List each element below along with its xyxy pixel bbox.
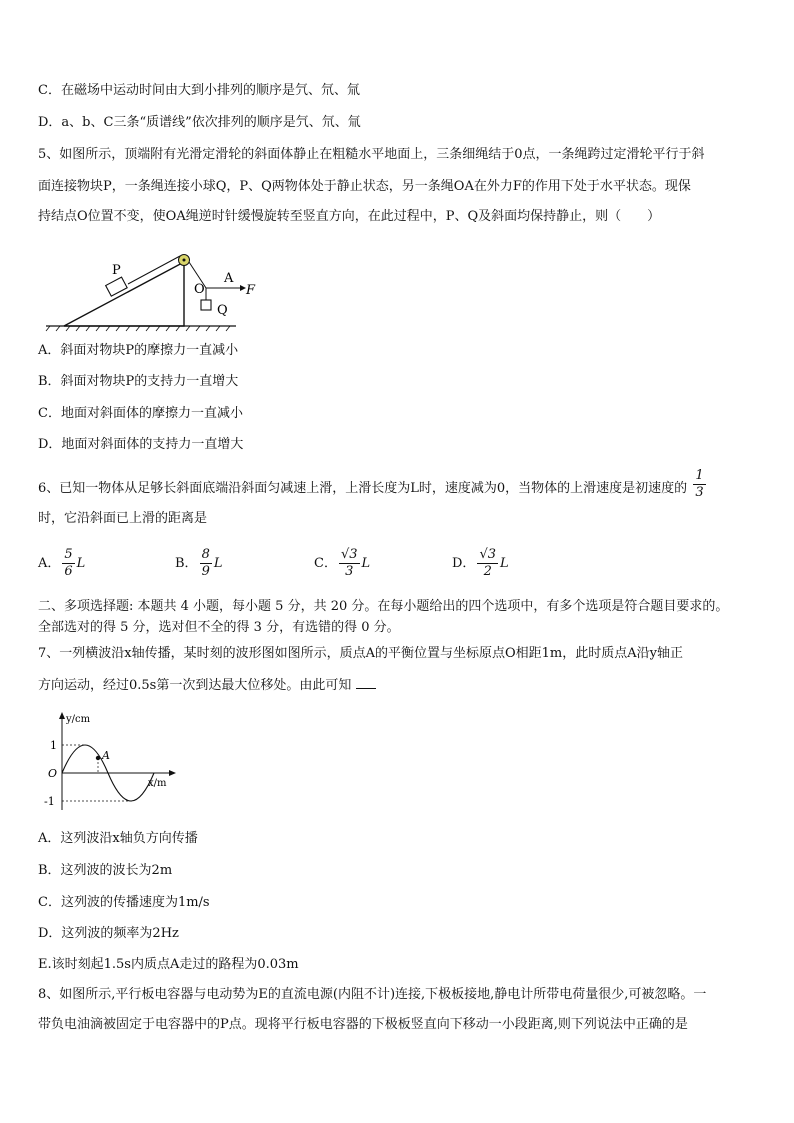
q6-stem-line1 — [38, 468, 708, 505]
q7-tick-origin: O — [48, 767, 58, 780]
q6-fraction-den: 3 — [695, 485, 704, 500]
q7-y-axis-label: y/cm — [66, 714, 91, 725]
q7-tick-bottom: -1 — [44, 795, 55, 808]
q7-stem-text: 方向运动，经过0.5s第一次到达最大位移处。由此可知 — [38, 678, 352, 693]
q4-option-d: D．a、b、C三条“质谱线”依次排列的顺序是氕、氘、氚 — [38, 115, 361, 130]
q5-label-a: A — [224, 271, 234, 286]
q7-option-b: B．这列波的波长为2m — [38, 863, 173, 878]
q7-option-d: D．这列波的频率为2Hz — [38, 926, 179, 941]
q6-stem-text: 6、已知一物体从足够长斜面底端沿斜面匀减速上滑，上滑长度为L时，速度减为0，当物体的上滑速度是初速度的 — [38, 481, 688, 496]
q7-answer-blank — [356, 676, 376, 689]
q6-option-b: B． $\frac{8}{9}$ L — [175, 547, 223, 579]
q5-label-o: O — [194, 282, 205, 297]
q5-label-f: F — [246, 283, 256, 298]
q7-option-e: E.该时刻起1.5s内质点A走过的路程为0.03m — [38, 957, 299, 972]
q7-stem-line1: 7、一列横波沿x轴传播，某时刻的波形图如图所示，质点A的平衡位置与坐标原点O相距1m，此时质点A沿y轴正 — [38, 646, 683, 661]
q6-fraction — [693, 468, 705, 501]
q5-option-c: C．地面对斜面体的摩擦力一直减小 — [38, 406, 243, 421]
q6-option-a: A． $\frac{5}{6}$ L — [38, 547, 86, 579]
q5-option-a: A．斜面对物块P的摩擦力一直减小 — [38, 343, 239, 358]
q7-x-axis-label: x/m — [148, 778, 167, 789]
q8-stem-line2: 带负电油滴被固定于电容器中的P点。现将平行板电容器的下极板竖直向下移动一小段距离,则下列说法中正确的是 — [38, 1017, 688, 1032]
q7-option-a: A．这列波沿x轴负方向传播 — [38, 831, 198, 846]
section2-instructions-line2: 全部选对的得 5 分，选对但不全的得 3 分，有选错的得 0 分。 — [38, 620, 400, 635]
q4-option-c: C．在磁场中运动时间由大到小排列的顺序是氕、氘、氚 — [38, 83, 360, 98]
q5-stem-line1: 5、如图所示，顶端附有光滑定滑轮的斜面体静止在粗糙水平地面上，三条细绳结于0点，一条绳跨过定滑轮平行于斜 — [38, 147, 705, 162]
q5-incline-figure — [40, 244, 280, 336]
q8-stem-line1: 8、如图所示,平行板电容器与电动势为E的直流电源(内阻不计)连接,下极板接地,静电计所带电荷量很少,可被忽略。一 — [38, 987, 707, 1002]
q6-option-c: C． $\frac{√3}{3}$ L — [314, 547, 371, 579]
q5-stem-line2: 面连接物块P，一条绳连接小球Q，P、Q两物体处于静止状态，另一条绳OA在外力F的作用下处于水平状态。现保 — [38, 179, 691, 194]
q5-option-b: B．斜面对物块P的支持力一直增大 — [38, 374, 239, 389]
q7-stem-line2 — [38, 676, 376, 695]
q5-label-q: Q — [217, 303, 228, 318]
q7-point-a-label: A — [102, 749, 110, 762]
q5-option-d: D．地面对斜面体的支持力一直增大 — [38, 437, 244, 452]
q6-stem-line2: 时，它沿斜面已上滑的距离是 — [38, 511, 208, 526]
q7-tick-top: 1 — [50, 739, 57, 752]
section2-instructions-line1: 二、多项选择题: 本题共 4 小题，每小题 5 分，共 20 分。在每小题给出的四个选项中，有多个选项是符合题目要求的。 — [38, 599, 729, 614]
q6-fraction-num: 1 — [695, 468, 704, 483]
q7-option-c: C．这列波的传播速度为1m/s — [38, 895, 210, 910]
q5-stem-line3: 持结点O位置不变，使OA绳逆时针缓慢旋转至竖直方向，在此过程中，P、Q及斜面均保持静止，则（ ） — [38, 209, 661, 224]
q5-label-p: P — [112, 263, 121, 278]
q7-wave-graph — [44, 710, 184, 818]
q6-option-d: D． $\frac{√3}{2}$ L — [452, 547, 509, 579]
